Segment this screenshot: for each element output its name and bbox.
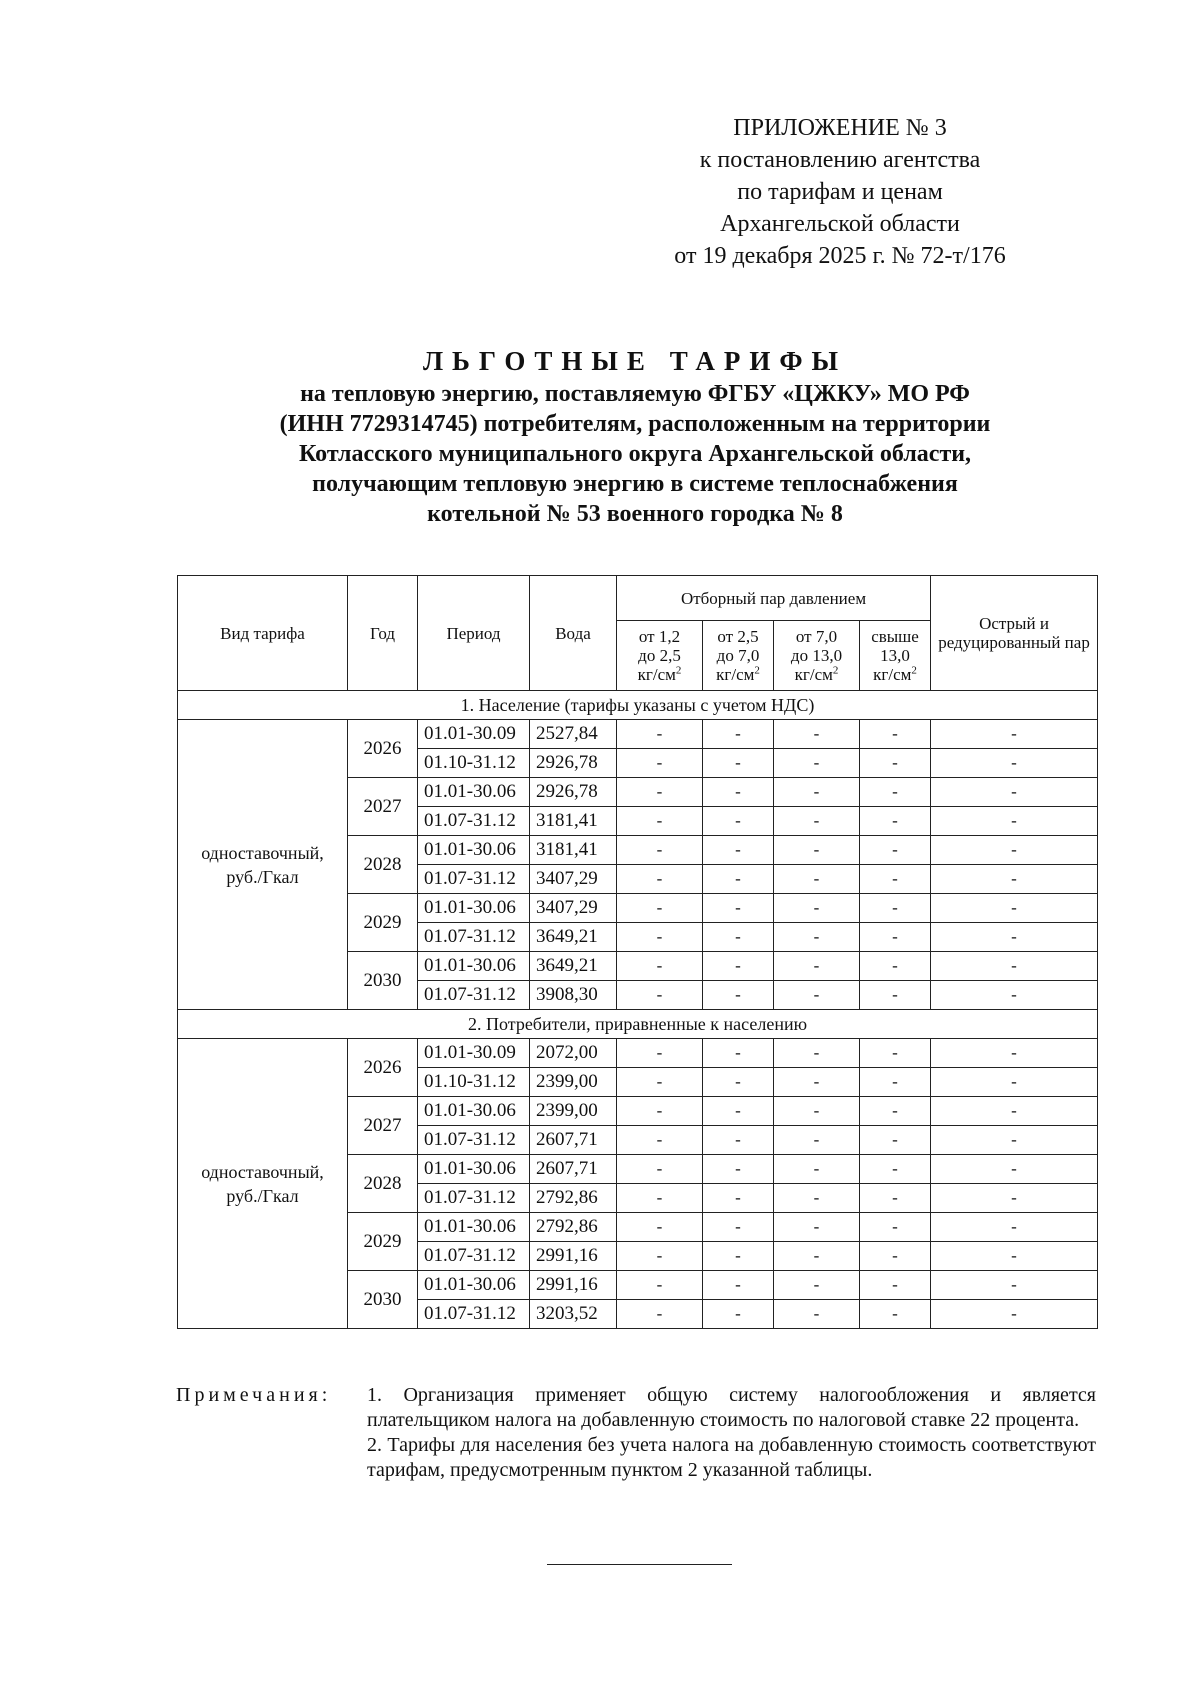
- title-main: ЛЬГОТНЫЕ ТАРИФЫ: [422, 346, 848, 376]
- empty-tariff-cell: -: [931, 1184, 1098, 1213]
- empty-tariff-cell: -: [931, 1039, 1098, 1068]
- header-kind: Вид тарифа: [178, 576, 348, 691]
- empty-tariff-cell: -: [703, 1271, 774, 1300]
- empty-tariff-cell: -: [617, 836, 703, 865]
- empty-tariff-cell: -: [774, 836, 860, 865]
- year-cell: 2026: [348, 1039, 418, 1097]
- empty-tariff-cell: -: [703, 894, 774, 923]
- empty-tariff-cell: -: [703, 1039, 774, 1068]
- empty-tariff-cell: -: [931, 1097, 1098, 1126]
- table-row: [178, 720, 1098, 749]
- period-cell: 01.01-30.06: [418, 836, 530, 865]
- year-cell: 2027: [348, 778, 418, 836]
- section-title: 2. Потребители, приравненные к населению: [178, 1010, 1098, 1039]
- empty-tariff-cell: -: [774, 923, 860, 952]
- water-tariff-cell: 2991,16: [530, 1271, 617, 1300]
- empty-tariff-cell: -: [774, 1242, 860, 1271]
- period-cell: 01.07-31.12: [418, 923, 530, 952]
- period-cell: 01.10-31.12: [418, 1068, 530, 1097]
- header-pressure-1: от 1,2 до 2,5 $кг/см^2$: [617, 621, 703, 691]
- period-cell: 01.07-31.12: [418, 1184, 530, 1213]
- empty-tariff-cell: -: [774, 1126, 860, 1155]
- notes-list: [367, 1383, 1096, 1483]
- title-subline-3: Котласского муниципального округа Архангельской области,: [298, 441, 972, 467]
- note-item-1: 1. Организация применяет общую систему налогообложения и является плательщиком налога на добавленную стоимость по налоговой ставке 22 процента.: [367, 1384, 1096, 1431]
- empty-tariff-cell: -: [703, 923, 774, 952]
- water-tariff-cell: 3407,29: [530, 894, 617, 923]
- empty-tariff-cell: -: [774, 1097, 860, 1126]
- header-pressure-3: от 7,0 до 13,0 $кг/см^2$: [774, 621, 860, 691]
- header-sharp-steam: Острый и редуцированный пар: [931, 576, 1098, 691]
- empty-tariff-cell: -: [860, 952, 931, 981]
- empty-tariff-cell: -: [703, 981, 774, 1010]
- empty-tariff-cell: -: [931, 836, 1098, 865]
- empty-tariff-cell: -: [931, 1213, 1098, 1242]
- empty-tariff-cell: -: [860, 894, 931, 923]
- empty-tariff-cell: -: [703, 1068, 774, 1097]
- water-tariff-cell: 2607,71: [530, 1126, 617, 1155]
- empty-tariff-cell: -: [860, 1271, 931, 1300]
- empty-tariff-cell: -: [617, 720, 703, 749]
- empty-tariff-cell: -: [703, 836, 774, 865]
- empty-tariff-cell: -: [774, 894, 860, 923]
- water-tariff-cell: 3649,21: [530, 952, 617, 981]
- tariff-kind-line-1: одноставочный,: [201, 1161, 324, 1182]
- header-period: Период: [418, 576, 530, 691]
- year-cell: 2028: [348, 836, 418, 894]
- empty-tariff-cell: -: [860, 836, 931, 865]
- appendix-line-2: к постановлению агентства: [699, 147, 981, 173]
- empty-tariff-cell: -: [617, 1039, 703, 1068]
- empty-tariff-cell: -: [703, 1097, 774, 1126]
- header-year: Год: [348, 576, 418, 691]
- empty-tariff-cell: -: [617, 1126, 703, 1155]
- empty-tariff-cell: -: [860, 1126, 931, 1155]
- period-cell: 01.01-30.06: [418, 952, 530, 981]
- header-water: Вода: [530, 576, 617, 691]
- water-tariff-cell: 2072,00: [530, 1039, 617, 1068]
- empty-tariff-cell: -: [860, 1184, 931, 1213]
- water-tariff-cell: 2991,16: [530, 1242, 617, 1271]
- empty-tariff-cell: -: [617, 1155, 703, 1184]
- water-tariff-cell: 3181,41: [530, 807, 617, 836]
- water-tariff-cell: 2926,78: [530, 749, 617, 778]
- empty-tariff-cell: -: [774, 1271, 860, 1300]
- appendix-line-3: по тарифам и ценам: [737, 179, 943, 205]
- table-header-row: [178, 576, 1098, 621]
- section-row: [178, 691, 1098, 720]
- empty-tariff-cell: -: [860, 749, 931, 778]
- empty-tariff-cell: -: [703, 1242, 774, 1271]
- empty-tariff-cell: -: [931, 1126, 1098, 1155]
- empty-tariff-cell: -: [860, 778, 931, 807]
- empty-tariff-cell: -: [774, 1068, 860, 1097]
- appendix-header: [630, 112, 1050, 272]
- appendix-line-4: Архангельской области: [720, 211, 960, 237]
- water-tariff-cell: 3649,21: [530, 923, 617, 952]
- empty-tariff-cell: -: [703, 778, 774, 807]
- water-tariff-cell: 2527,84: [530, 720, 617, 749]
- period-cell: 01.07-31.12: [418, 865, 530, 894]
- notes: [176, 1383, 1096, 1483]
- empty-tariff-cell: -: [774, 952, 860, 981]
- empty-tariff-cell: -: [860, 1097, 931, 1126]
- year-cell: 2030: [348, 1271, 418, 1329]
- empty-tariff-cell: -: [860, 923, 931, 952]
- empty-tariff-cell: -: [617, 865, 703, 894]
- tariff-table-body: [178, 691, 1098, 1329]
- empty-tariff-cell: -: [860, 1039, 931, 1068]
- empty-tariff-cell: -: [774, 1155, 860, 1184]
- appendix-number: ПРИЛОЖЕНИЕ № 3: [733, 115, 947, 141]
- empty-tariff-cell: -: [703, 1126, 774, 1155]
- appendix-date-number: от 19 декабря 2025 г. № 72-т/176: [674, 243, 1006, 269]
- empty-tariff-cell: -: [931, 894, 1098, 923]
- empty-tariff-cell: -: [703, 1184, 774, 1213]
- empty-tariff-cell: -: [617, 1184, 703, 1213]
- empty-tariff-cell: -: [703, 1300, 774, 1329]
- period-cell: 01.07-31.12: [418, 1242, 530, 1271]
- year-cell: 2030: [348, 952, 418, 1010]
- period-cell: 01.01-30.06: [418, 778, 530, 807]
- water-tariff-cell: 2607,71: [530, 1155, 617, 1184]
- period-cell: 01.07-31.12: [418, 981, 530, 1010]
- period-cell: 01.01-30.06: [418, 894, 530, 923]
- empty-tariff-cell: -: [774, 749, 860, 778]
- empty-tariff-cell: -: [860, 1213, 931, 1242]
- empty-tariff-cell: -: [931, 1300, 1098, 1329]
- period-cell: 01.01-30.09: [418, 720, 530, 749]
- tariff-kind-line-2: руб./Гкал: [226, 866, 299, 887]
- period-cell: 01.07-31.12: [418, 1126, 530, 1155]
- title-subline-4: получающим тепловую энергию в системе теплоснабжения: [312, 471, 958, 497]
- empty-tariff-cell: -: [617, 1097, 703, 1126]
- empty-tariff-cell: -: [703, 865, 774, 894]
- tariff-kind-line-2: руб./Гкал: [226, 1185, 299, 1206]
- empty-tariff-cell: -: [931, 778, 1098, 807]
- year-cell: 2026: [348, 720, 418, 778]
- note-item-2: 2. Тарифы для населения без учета налога на добавленную стоимость соответствуют тарифам, предусмотренным пунктом 2 указанной таблицы.: [367, 1434, 1096, 1481]
- empty-tariff-cell: -: [931, 865, 1098, 894]
- empty-tariff-cell: -: [774, 720, 860, 749]
- empty-tariff-cell: -: [617, 1271, 703, 1300]
- period-cell: 01.01-30.06: [418, 1213, 530, 1242]
- tariff-table: [177, 575, 1098, 1329]
- empty-tariff-cell: -: [931, 749, 1098, 778]
- empty-tariff-cell: -: [860, 1242, 931, 1271]
- water-tariff-cell: 2792,86: [530, 1184, 617, 1213]
- period-cell: 01.10-31.12: [418, 749, 530, 778]
- empty-tariff-cell: -: [860, 1300, 931, 1329]
- empty-tariff-cell: -: [703, 952, 774, 981]
- empty-tariff-cell: -: [774, 1300, 860, 1329]
- period-cell: 01.01-30.06: [418, 1097, 530, 1126]
- empty-tariff-cell: -: [703, 1155, 774, 1184]
- tariff-kind-cell: [178, 720, 348, 1010]
- table-row: [178, 1039, 1098, 1068]
- water-tariff-cell: 2926,78: [530, 778, 617, 807]
- period-cell: 01.01-30.09: [418, 1039, 530, 1068]
- empty-tariff-cell: -: [617, 981, 703, 1010]
- empty-tariff-cell: -: [617, 1213, 703, 1242]
- period-cell: 01.07-31.12: [418, 1300, 530, 1329]
- empty-tariff-cell: -: [617, 749, 703, 778]
- closing-divider: [547, 1564, 732, 1565]
- empty-tariff-cell: -: [774, 1039, 860, 1068]
- empty-tariff-cell: -: [860, 807, 931, 836]
- empty-tariff-cell: -: [931, 1271, 1098, 1300]
- year-cell: 2029: [348, 894, 418, 952]
- title-subline-1: на тепловую энергию, поставляемую ФГБУ «ЦЖКУ» МО РФ: [300, 381, 970, 407]
- tariff-kind-cell: [178, 1039, 348, 1329]
- water-tariff-cell: 3908,30: [530, 981, 617, 1010]
- empty-tariff-cell: -: [931, 720, 1098, 749]
- water-tariff-cell: 3407,29: [530, 865, 617, 894]
- empty-tariff-cell: -: [860, 865, 931, 894]
- title-subline-2: (ИНН 7729314745) потребителям, расположенным на территории: [279, 411, 991, 437]
- empty-tariff-cell: -: [774, 1184, 860, 1213]
- empty-tariff-cell: -: [931, 807, 1098, 836]
- year-cell: 2029: [348, 1213, 418, 1271]
- empty-tariff-cell: -: [931, 1068, 1098, 1097]
- document-title: [160, 343, 1110, 529]
- section-row: [178, 1010, 1098, 1039]
- section-title: 1. Население (тарифы указаны с учетом НДС): [178, 691, 1098, 720]
- empty-tariff-cell: -: [617, 923, 703, 952]
- period-cell: 01.01-30.06: [418, 1155, 530, 1184]
- header-pressure-2: от 2,5 до 7,0 $кг/см^2$: [703, 621, 774, 691]
- empty-tariff-cell: -: [703, 807, 774, 836]
- water-tariff-cell: 3203,52: [530, 1300, 617, 1329]
- empty-tariff-cell: -: [617, 1300, 703, 1329]
- water-tariff-cell: 2399,00: [530, 1068, 617, 1097]
- empty-tariff-cell: -: [860, 1068, 931, 1097]
- empty-tariff-cell: -: [617, 1242, 703, 1271]
- empty-tariff-cell: -: [860, 981, 931, 1010]
- empty-tariff-cell: -: [931, 981, 1098, 1010]
- empty-tariff-cell: -: [703, 1213, 774, 1242]
- empty-tariff-cell: -: [774, 865, 860, 894]
- empty-tariff-cell: -: [617, 778, 703, 807]
- empty-tariff-cell: -: [617, 894, 703, 923]
- title-subline-5: котельной № 53 военного городка № 8: [427, 501, 843, 527]
- empty-tariff-cell: -: [774, 778, 860, 807]
- empty-tariff-cell: -: [774, 807, 860, 836]
- year-cell: 2028: [348, 1155, 418, 1213]
- header-pressure-4: свыше 13,0 $кг/см^2$: [860, 621, 931, 691]
- period-cell: 01.01-30.06: [418, 1271, 530, 1300]
- empty-tariff-cell: -: [617, 952, 703, 981]
- empty-tariff-cell: -: [860, 720, 931, 749]
- header-steam-group: Отборный пар давлением: [617, 576, 931, 621]
- empty-tariff-cell: -: [774, 981, 860, 1010]
- year-cell: 2027: [348, 1097, 418, 1155]
- tariff-kind-line-1: одноставочный,: [201, 842, 324, 863]
- empty-tariff-cell: -: [774, 1213, 860, 1242]
- empty-tariff-cell: -: [931, 952, 1098, 981]
- water-tariff-cell: 2792,86: [530, 1213, 617, 1242]
- empty-tariff-cell: -: [931, 923, 1098, 952]
- empty-tariff-cell: -: [860, 1155, 931, 1184]
- period-cell: 01.07-31.12: [418, 807, 530, 836]
- empty-tariff-cell: -: [931, 1242, 1098, 1271]
- empty-tariff-cell: -: [703, 720, 774, 749]
- empty-tariff-cell: -: [931, 1155, 1098, 1184]
- water-tariff-cell: 3181,41: [530, 836, 617, 865]
- notes-label: Примечания:: [176, 1384, 332, 1406]
- empty-tariff-cell: -: [703, 749, 774, 778]
- empty-tariff-cell: -: [617, 807, 703, 836]
- water-tariff-cell: 2399,00: [530, 1097, 617, 1126]
- empty-tariff-cell: -: [617, 1068, 703, 1097]
